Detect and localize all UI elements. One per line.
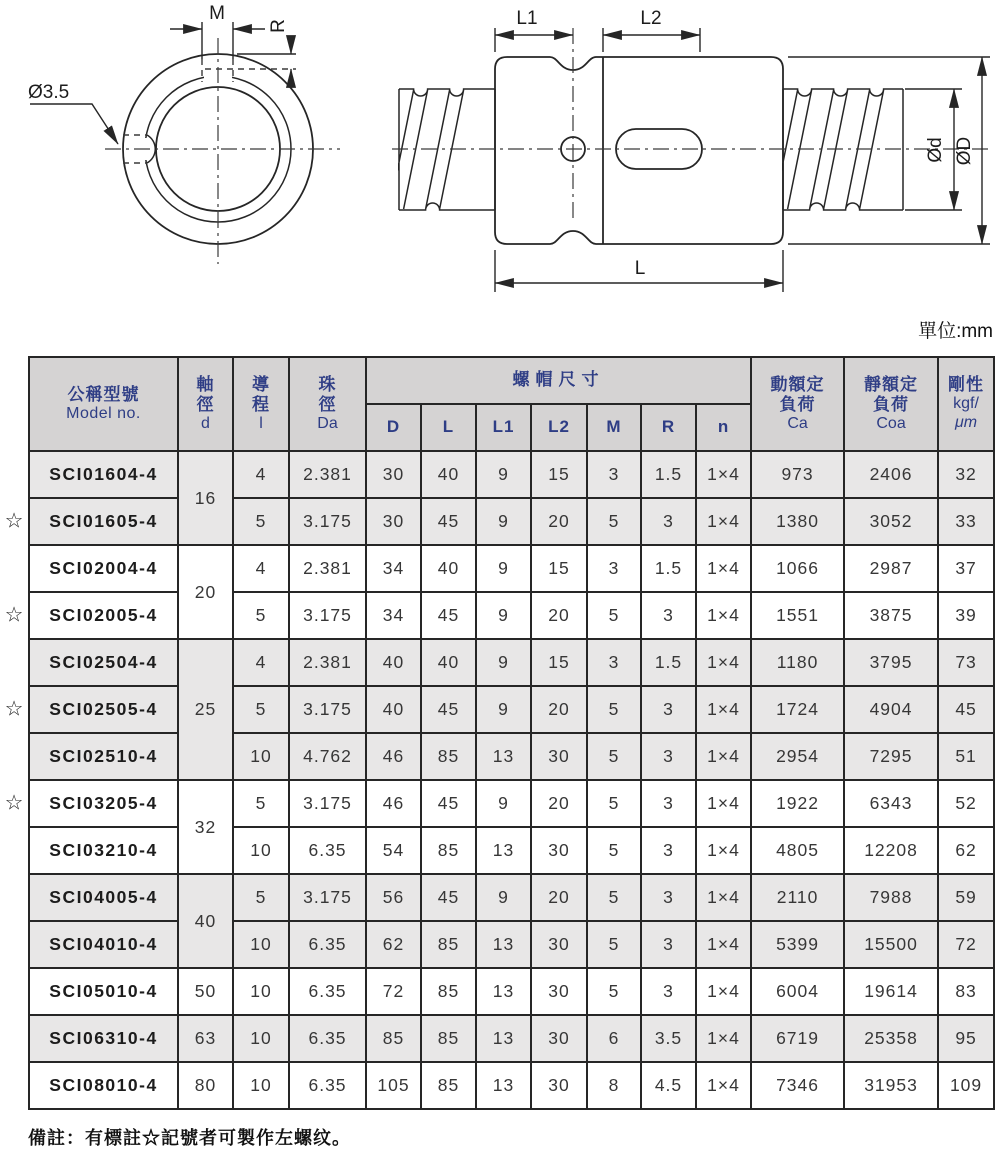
cell-D: 34 [366,545,421,592]
cell-L: 45 [421,498,476,545]
cell-stiffness: 45 [938,686,994,733]
table-row [29,592,994,639]
star-icon: ☆ [4,791,24,814]
front-view [28,3,340,264]
cell-Coa: 4904 [844,686,938,733]
cell-Ca: 6004 [751,968,844,1015]
cell-L: 85 [421,968,476,1015]
cell-ball-dia: 3.175 [289,780,366,827]
cell-M: 8 [587,1062,641,1109]
cell-D: 56 [366,874,421,921]
col-header-D: D [366,404,421,451]
cell-L: 45 [421,780,476,827]
cell-Coa: 3052 [844,498,938,545]
cell-D: 62 [366,921,421,968]
cell-L2: 20 [531,498,587,545]
cell-ball-dia: 2.381 [289,451,366,498]
cell-lead: 4 [233,639,289,686]
cell-L1: 13 [476,1015,531,1062]
cell-Ca: 2110 [751,874,844,921]
dim-label-l1: L1 [516,8,538,29]
cell-R: 3 [641,498,696,545]
unit-label: 單位:mm [918,321,993,342]
cell-n: 1×4 [696,498,751,545]
col-header-static-load: 靜額定 負荷 Coa [844,357,938,451]
cell-D: 46 [366,733,421,780]
cell-Ca: 4805 [751,827,844,874]
table-row [29,451,994,498]
dim-label-r: R [268,19,289,33]
cell-n: 1×4 [696,1062,751,1109]
table-row [29,545,994,592]
col-header-R: R [641,404,696,451]
cell-ball-dia: 6.35 [289,921,366,968]
side-view [390,8,993,292]
col-header-L2: L2 [531,404,587,451]
cell-R: 3 [641,686,696,733]
table-row [29,733,994,780]
cell-Coa: 7295 [844,733,938,780]
cell-Coa: 2987 [844,545,938,592]
cell-Coa: 3795 [844,639,938,686]
cell-R: 3 [641,968,696,1015]
cell-M: 6 [587,1015,641,1062]
cell-Ca: 1724 [751,686,844,733]
cell-Ca: 5399 [751,921,844,968]
cell-M: 5 [587,921,641,968]
col-header-L: L [421,404,476,451]
cell-L2: 30 [531,827,587,874]
cell-ball-dia: 3.175 [289,592,366,639]
cell-R: 4.5 [641,1062,696,1109]
cell-ball-dia: 6.35 [289,827,366,874]
dim-label-screw-dia: Ød [925,137,946,163]
cell-R: 1.5 [641,451,696,498]
cell-M: 5 [587,686,641,733]
cell-lead: 5 [233,780,289,827]
cell-Coa: 7988 [844,874,938,921]
cell-model: SCI02505-4 [29,686,178,733]
cell-M: 3 [587,639,641,686]
cell-L1: 13 [476,733,531,780]
cell-model: SCI02004-4 [29,545,178,592]
cell-Ca: 7346 [751,1062,844,1109]
cell-shaft-dia: 25 [178,639,233,780]
cell-ball-dia: 6.35 [289,1062,366,1109]
cell-L: 45 [421,686,476,733]
cell-M: 5 [587,733,641,780]
cell-ball-dia: 6.35 [289,968,366,1015]
cell-ball-dia: 2.381 [289,545,366,592]
cell-ball-dia: 4.762 [289,733,366,780]
cell-Coa: 6343 [844,780,938,827]
cell-L1: 9 [476,545,531,592]
cell-stiffness: 33 [938,498,994,545]
table-row [29,874,994,921]
cell-R: 1.5 [641,545,696,592]
cell-L1: 9 [476,874,531,921]
dim-label-l: L [634,258,646,279]
cell-lead: 5 [233,874,289,921]
cell-L2: 30 [531,1062,587,1109]
table-row [29,968,994,1015]
cell-model: SCI03210-4 [29,827,178,874]
cell-L: 85 [421,827,476,874]
dim-label-m: M [209,3,225,24]
cell-D: 46 [366,780,421,827]
cell-Ca: 2954 [751,733,844,780]
table-row [29,1015,994,1062]
cell-L1: 9 [476,592,531,639]
cell-D: 34 [366,592,421,639]
cell-stiffness: 83 [938,968,994,1015]
cell-R: 3 [641,780,696,827]
cell-D: 85 [366,1015,421,1062]
cell-L1: 13 [476,968,531,1015]
cell-ball-dia: 3.175 [289,686,366,733]
cell-shaft-dia: 16 [178,451,233,545]
cell-L1: 13 [476,827,531,874]
cell-L2: 20 [531,686,587,733]
cell-stiffness: 37 [938,545,994,592]
cell-Coa: 3875 [844,592,938,639]
col-header-M: M [587,404,641,451]
cell-D: 105 [366,1062,421,1109]
cell-stiffness: 32 [938,451,994,498]
cell-lead: 10 [233,1062,289,1109]
cell-R: 3 [641,592,696,639]
note: 備註：有標註☆記號者可製作左螺纹。 [28,1128,351,1148]
cell-D: 54 [366,827,421,874]
cell-lead: 10 [233,1015,289,1062]
cell-lead: 10 [233,921,289,968]
dim-label-hole-dia: Ø3.5 [28,82,70,103]
cell-L: 85 [421,1015,476,1062]
cell-Ca: 1180 [751,639,844,686]
cell-M: 5 [587,592,641,639]
cell-L1: 13 [476,1062,531,1109]
cell-Coa: 25358 [844,1015,938,1062]
star-icon: ☆ [4,697,24,720]
cell-L1: 9 [476,686,531,733]
cell-Coa: 2406 [844,451,938,498]
table-row [29,1062,994,1109]
cell-model: SCI02504-4 [29,639,178,686]
cell-L2: 30 [531,733,587,780]
cell-L1: 9 [476,451,531,498]
cell-M: 5 [587,780,641,827]
cell-R: 3 [641,874,696,921]
cell-model: SCI05010-4 [29,968,178,1015]
cell-L: 45 [421,874,476,921]
cell-L2: 20 [531,592,587,639]
col-header-n: n [696,404,751,451]
cell-M: 3 [587,545,641,592]
cell-L: 45 [421,592,476,639]
cell-D: 72 [366,968,421,1015]
cell-stiffness: 72 [938,921,994,968]
cell-n: 1×4 [696,733,751,780]
cell-Coa: 19614 [844,968,938,1015]
col-header-nut-dims: 螺帽尺寸 [366,357,751,404]
cell-stiffness: 73 [938,639,994,686]
cell-R: 3 [641,921,696,968]
cell-L: 40 [421,545,476,592]
cell-stiffness: 62 [938,827,994,874]
cell-Ca: 1066 [751,545,844,592]
cell-R: 3.5 [641,1015,696,1062]
cell-L2: 15 [531,451,587,498]
cell-Ca: 973 [751,451,844,498]
cell-D: 40 [366,639,421,686]
cell-L1: 9 [476,639,531,686]
cell-L2: 30 [531,968,587,1015]
table-row [29,921,994,968]
cell-n: 1×4 [696,686,751,733]
cell-D: 30 [366,451,421,498]
cell-stiffness: 39 [938,592,994,639]
cell-ball-dia: 2.381 [289,639,366,686]
cell-Ca: 1551 [751,592,844,639]
technical-drawing [0,2,1000,304]
cell-lead: 10 [233,733,289,780]
cell-shaft-dia: 20 [178,545,233,639]
star-icon: ☆ [4,603,24,626]
cell-M: 5 [587,827,641,874]
table-row [29,639,994,686]
cell-L: 85 [421,733,476,780]
cell-lead: 4 [233,451,289,498]
col-header-ball-dia: 珠 徑 Da [289,357,366,451]
dim-label-l2: L2 [640,8,662,29]
cell-lead: 10 [233,827,289,874]
cell-lead: 4 [233,545,289,592]
cell-stiffness: 51 [938,733,994,780]
cell-D: 30 [366,498,421,545]
cell-model: SCI01604-4 [29,451,178,498]
cell-stiffness: 95 [938,1015,994,1062]
cell-D: 40 [366,686,421,733]
cell-n: 1×4 [696,921,751,968]
table-row [29,780,994,827]
cell-L1: 9 [476,780,531,827]
col-header-stiffness: 剛性 kgf/ μm [938,357,994,451]
cell-M: 3 [587,451,641,498]
cell-n: 1×4 [696,968,751,1015]
cell-n: 1×4 [696,827,751,874]
nut-body [495,57,783,244]
cell-ball-dia: 3.175 [289,874,366,921]
table-row [29,686,994,733]
cell-shaft-dia: 32 [178,780,233,874]
cell-L1: 9 [476,498,531,545]
dim-label-nut-dia: ØD [954,136,975,166]
col-header-model [29,357,178,451]
cell-shaft-dia: 63 [178,1015,233,1062]
cell-model: SCI04010-4 [29,921,178,968]
cell-n: 1×4 [696,545,751,592]
cell-n: 1×4 [696,780,751,827]
cell-model: SCI03205-4 [29,780,178,827]
cell-L2: 30 [531,921,587,968]
cell-R: 3 [641,733,696,780]
cell-L2: 15 [531,639,587,686]
cell-lead: 5 [233,498,289,545]
cell-n: 1×4 [696,639,751,686]
cell-L: 85 [421,1062,476,1109]
cell-stiffness: 52 [938,780,994,827]
cell-model: SCI08010-4 [29,1062,178,1109]
cell-Ca: 1380 [751,498,844,545]
cell-M: 5 [587,968,641,1015]
col-header-L1: L1 [476,404,531,451]
cell-L: 40 [421,451,476,498]
table-row [29,827,994,874]
cell-lead: 5 [233,592,289,639]
cell-L2: 30 [531,1015,587,1062]
cell-Ca: 1922 [751,780,844,827]
col-header-dynamic-load: 動額定 負荷 Ca [751,357,844,451]
spec-table-wrap [28,356,995,1110]
cell-M: 5 [587,874,641,921]
cell-Ca: 6719 [751,1015,844,1062]
cell-ball-dia: 3.175 [289,498,366,545]
cell-model: SCI01605-4 [29,498,178,545]
cell-Coa: 12208 [844,827,938,874]
cell-ball-dia: 6.35 [289,1015,366,1062]
col-header-lead: 導 程 l [233,357,289,451]
cell-stiffness: 109 [938,1062,994,1109]
cell-L2: 15 [531,545,587,592]
col-header-shaft-dia: 軸 徑 d [178,357,233,451]
cell-model: SCI06310-4 [29,1015,178,1062]
cell-L2: 20 [531,874,587,921]
cell-lead: 5 [233,686,289,733]
model-header-en: Model no. [66,404,141,422]
table-row [29,498,994,545]
cell-model: SCI02005-4 [29,592,178,639]
cell-shaft-dia: 80 [178,1062,233,1109]
cell-Coa: 31953 [844,1062,938,1109]
cell-L1: 13 [476,921,531,968]
spec-table [28,356,995,1110]
cell-n: 1×4 [696,592,751,639]
cell-n: 1×4 [696,451,751,498]
cell-L: 85 [421,921,476,968]
cell-M: 5 [587,498,641,545]
star-icon: ☆ [4,509,24,532]
cell-L2: 20 [531,780,587,827]
cell-shaft-dia: 50 [178,968,233,1015]
cell-model: SCI04005-4 [29,874,178,921]
cell-n: 1×4 [696,1015,751,1062]
cell-model: SCI02510-4 [29,733,178,780]
cell-lead: 10 [233,968,289,1015]
cell-Coa: 15500 [844,921,938,968]
cell-stiffness: 59 [938,874,994,921]
cell-R: 3 [641,827,696,874]
model-header-zh: 公稱型號 [67,384,140,404]
cell-shaft-dia: 40 [178,874,233,968]
cell-n: 1×4 [696,874,751,921]
cell-R: 1.5 [641,639,696,686]
cell-L: 40 [421,639,476,686]
